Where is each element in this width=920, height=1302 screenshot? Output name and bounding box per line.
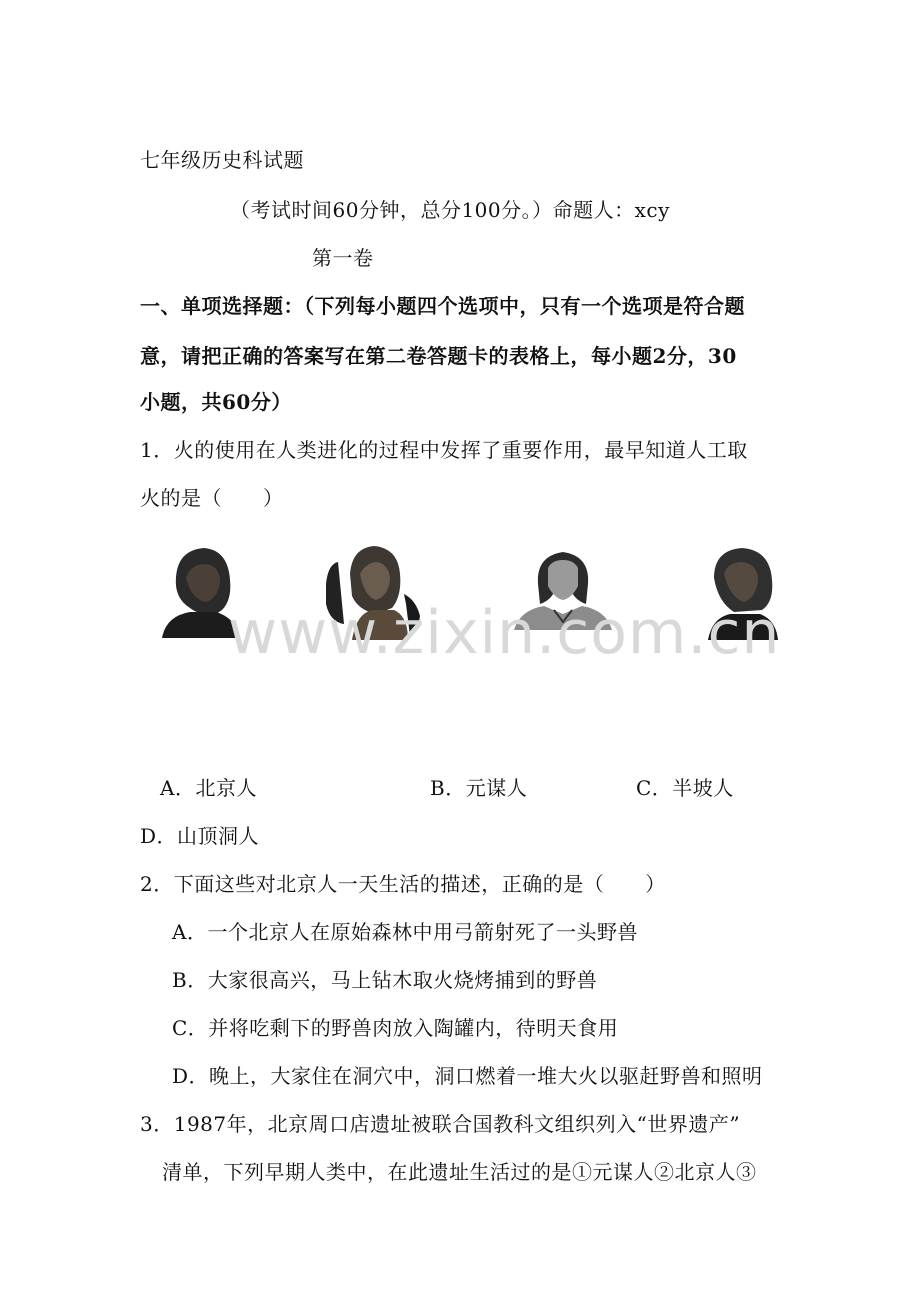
- q3-stem-line-2: 清单，下列早期人类中，在此遗址生活过的是①元谋人②北京人③: [162, 1160, 757, 1184]
- watermark: www.zixin.com.cn: [228, 598, 781, 668]
- volume-label: 第一卷: [312, 246, 374, 270]
- q3-stem-line-1: 3．1987年，北京周口店遗址被联合国教科文组织列入“世界遗产”: [140, 1112, 741, 1136]
- q2-option-a: A．一个北京人在原始森林中用弓箭射死了一头野兽: [172, 920, 638, 944]
- q1-option-d: D．山顶洞人: [140, 824, 260, 848]
- q1-option-b: B．元谋人: [430, 776, 528, 800]
- exam-subtitle: （考试时间60分钟，总分100分。）命题人：xcy: [230, 198, 670, 222]
- q2-option-c: C．并将吃剩下的野兽肉放入陶罐内，待明天食用: [172, 1016, 619, 1040]
- q2-stem: 2．下面这些对北京人一天生活的描述，正确的是（ ）: [140, 872, 666, 896]
- q2-option-b: B．大家很高兴，马上钻木取火烧烤捕到的野兽: [172, 968, 598, 992]
- exam-title: 七年级历史科试题: [140, 148, 304, 172]
- section-header-line-1: 一、单项选择题：（下列每小题四个选项中，只有一个选项是符合题: [140, 294, 745, 318]
- q2-option-d: D．晚上，大家住在洞穴中，洞口燃着一堆大火以驱赶野兽和照明: [172, 1064, 763, 1088]
- q1-option-a: A．北京人: [160, 776, 257, 800]
- section-header-line-2: 意，请把正确的答案写在第二卷答题卡的表格上，每小题2分，30: [140, 344, 737, 368]
- q1-option-c: C．半坡人: [636, 776, 734, 800]
- section-header-line-3: 小题，共60分）: [140, 390, 292, 414]
- q1-stem-line-1: 1．火的使用在人类进化的过程中发挥了重要作用，最早知道人工取: [140, 438, 748, 462]
- q1-stem-line-2: 火的是（ ）: [140, 486, 284, 510]
